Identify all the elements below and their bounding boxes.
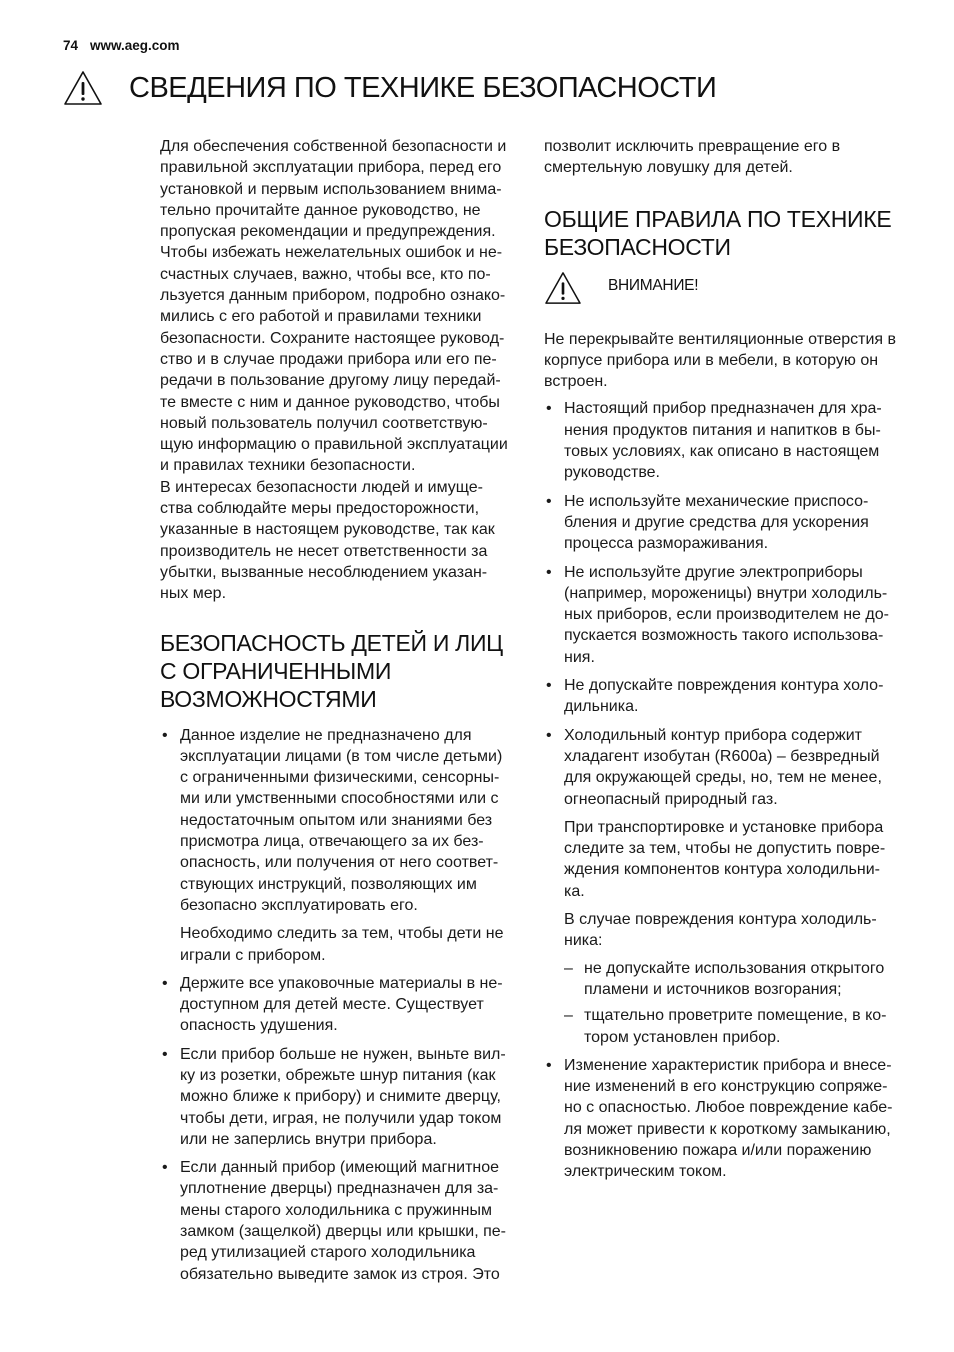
warning-notice	[544, 271, 896, 305]
list-item-note: Необходимо следить за тем, чтобы дети не играли с прибором.	[180, 925, 504, 964]
dash-item: – тщательно проветрите помещение, в ко-тором установлен прибор.	[564, 1005, 896, 1048]
warning-triangle-icon	[544, 271, 582, 305]
warning-label: ВНИМАНИЕ!	[608, 276, 699, 294]
title-row	[63, 68, 716, 108]
dash-list	[564, 958, 896, 1048]
general-safety-heading: ОБЩИЕ ПРАВИЛА ПО ТЕХНИКЕ БЕЗОПАСНОСТИ	[544, 205, 892, 260]
left-column	[160, 136, 512, 1292]
list-item: • Настоящий прибор предназначен для хра-нения продуктов питания и напитков в бы-товых условиях, как описано в настоящем руководстве.	[544, 398, 896, 483]
list-item: • Не используйте другие электроприборы (например, мороженицы) внутри холодиль-ных приборов, если производителем не до-пускается возможность такого использова-ния.	[544, 562, 896, 668]
right-column	[544, 136, 896, 1190]
list-item: • Не допускайте повреждения контура холо-дильника.	[544, 675, 896, 718]
page-header	[63, 38, 192, 53]
continuation-text: позволит исключить превращение его в смертельную ловушку для детей.	[544, 138, 841, 177]
intro-paragraph-2: В интересах безопасности людей и имуще-ства соблюдайте меры предосторожности, указанные в настоящем руководстве, так как производитель не несет ответственности за убытки, вызванные несоблюдением указан-ных мер.	[160, 478, 495, 603]
page-title: СВЕДЕНИЯ ПО ТЕХНИКЕ БЕЗОПАСНОСТИ	[129, 72, 717, 104]
children-safety-heading: БЕЗОПАСНОСТЬ ДЕТЕЙ И ЛИЦ С ОГРАНИЧЕННЫМИ ВОЗМОЖНОСТЯМИ	[160, 629, 503, 712]
list-item: • Данное изделие не предназначено для эксплуатации лицами (в том числе детьми) с ограниченными физическими, сенсорны-ми или умственными способностями или с недостаточным опытом или знаниями без присмотра лица, отвечающего за их без-опасность, или получения от него соответ-ствующих инструкций, позволяющих им безопасно эксплуатировать его. Необходимо следить за тем, чтобы дети не играли с прибором.	[160, 725, 512, 966]
warning-triangle-icon	[63, 70, 103, 106]
list-item: • Холодильный контур прибора содержит хладагент изобутан (R600a) – безвредный для окружающей среды, но, тем не менее, огнеопасный природный газ. При транспортировке и установке прибора следите за тем, чтобы не допустить повре-ждения компонентов контура холодильни-ка. В случае повреждения контура холодиль-ника: – не допускайте использования открытого пламени и источников возгорания; – тщательно проветрите помещение, в ко-тором установлен прибор.	[544, 725, 896, 1048]
children-safety-list	[160, 725, 512, 1285]
list-item: • Если прибор больше не нужен, выньте вил-ку из розетки, обрежьте шнур питания (как можно ближе к прибору) и снимите дверцу, чтобы дети, играя, не получили удар током или не заперлись внутри прибора.	[160, 1044, 512, 1150]
list-item: • Если данный прибор (имеющий магнитное уплотнение дверцы) предназначен для за-мены старого холодильника с пружинным замком (защелкой) дверцы или крышки, пе-ред утилизацией старого холодильника обязательно выведите замок из строя. Это	[160, 1157, 512, 1285]
dash-item: – не допускайте использования открытого пламени и источников возгорания;	[564, 958, 896, 1001]
list-item: • Держите все упаковочные материалы в не-доступном для детей месте. Существует опасность удушения.	[160, 973, 512, 1037]
general-safety-list	[544, 398, 896, 1182]
site-url: www.aeg.com	[90, 38, 180, 53]
page-number: 74	[63, 38, 79, 53]
list-item-note: При транспортировке и установке прибора следите за тем, чтобы не допустить повре-ждения компонентов контура холодильни-ка.	[564, 818, 886, 900]
intro-paragraph-1: Для обеспечения собственной безопасности и правильной эксплуатации прибора, перед его установкой и первым использованием внима-тельно прочитайте данное руководство, не пропуская рекомендации и предупреждения. Чтобы избежать нежелательных ошибок и не-счастных случаев, важно, чтобы все, кто по-льзуется данным прибором, подробно ознако-мились с его работой и правилами техники безопасности. Сохраните настоящее руковод-ство и в случае продажи прибора или его пе-редачи в пользование другому лицу передай-те вместе с ним и данное руководство, чтобы новый пользователь получил соответствую-щую информацию о правильной эксплуатации и правилах техники безопасности.	[160, 138, 508, 475]
list-item: • Не используйте механические приспосо-бления и другие средства для ускорения процесса размораживания.	[544, 491, 896, 555]
list-item: • Изменение характеристик прибора и внесе-ние изменений в его конструкцию сопряже-но с опасностью. Любое повреждение кабе-ля может привести к короткому замыканию, возникновению пожара и/или поражению электрическим током.	[544, 1055, 896, 1183]
list-item-note: В случае повреждения контура холодиль-ника:	[564, 911, 877, 950]
general-safety-lead: Не перекрывайте вентиляционные отверстия в корпусе прибора или в мебели, в которую он встроен.	[544, 330, 897, 391]
